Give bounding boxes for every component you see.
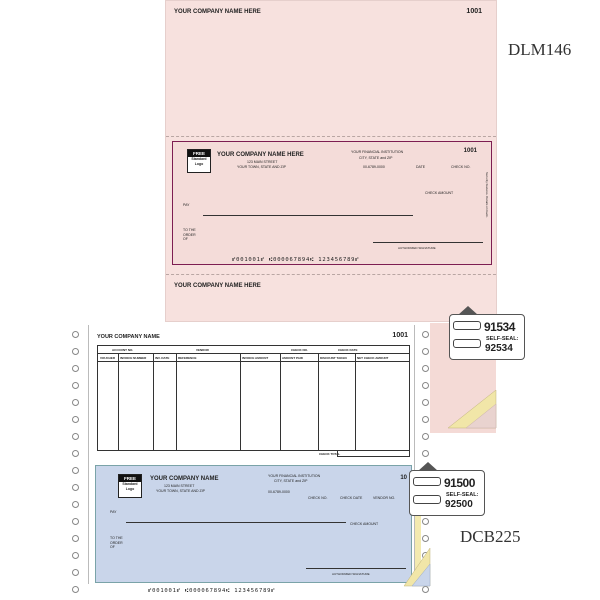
tractor-hole <box>72 433 79 440</box>
voucher-column-divider <box>280 353 281 450</box>
check-street: 123 MAIN STREET <box>164 484 195 488</box>
tractor-hole <box>72 382 79 389</box>
check-company-name: YOUR COMPANY NAME <box>150 476 219 482</box>
stub-company-name: YOUR COMPANY NAME <box>97 334 160 340</box>
micr-line: ⑈001001⑈ ⑆000067894⑆ 123456789⑈ <box>232 257 360 263</box>
voucher-column-header: INV. DATE <box>155 356 170 360</box>
self-seal-number: 92534 <box>485 343 513 354</box>
check-amount-label: CHECK AMOUNT <box>350 522 379 526</box>
tractor-hole <box>422 399 429 406</box>
tractor-hole <box>72 586 79 593</box>
dcb225-check <box>95 465 412 583</box>
tractor-hole <box>72 552 79 559</box>
security-features-note: Security features. Details on back. <box>485 172 489 218</box>
voucher-column-header: INVOICE AMOUNT <box>242 356 269 360</box>
envelope-number: 91500 <box>444 476 475 490</box>
micr-line: ⑈001001⑈ ⑆000067894⑆ 123456789⑈ <box>148 588 276 594</box>
tractor-hole <box>72 348 79 355</box>
check-city: YOUR TOWN, STATE AND ZIP <box>237 165 286 169</box>
header-divider <box>98 361 409 362</box>
tractor-hole <box>72 467 79 474</box>
page-curl-icon <box>404 548 432 588</box>
check-no-label: CHECK NO. <box>451 165 471 169</box>
logo-placeholder <box>187 149 211 173</box>
voucher-column-header: NET CHECK AMOUNT <box>357 356 389 360</box>
date-label: DATE <box>416 165 426 169</box>
check-street: 123 MAIN STREET <box>247 160 278 164</box>
tractor-hole <box>72 535 79 542</box>
voucher-column-header: VOUCHER <box>100 356 116 360</box>
logo-logo-text: Logo <box>125 487 135 491</box>
check-total-label: CHECK TOTAL <box>319 452 341 456</box>
envelope-window-icon <box>413 495 441 504</box>
tractor-hole <box>422 535 429 542</box>
check-total-field <box>337 450 410 457</box>
check-number: 1001 <box>463 148 477 154</box>
header-divider <box>98 353 409 354</box>
vendor-header: VENDOR <box>196 348 209 352</box>
pay-label: PAY <box>183 203 190 207</box>
bank-city: CITY, STATE and ZIP <box>359 156 393 160</box>
tractor-hole <box>72 484 79 491</box>
voucher-column-header: REFERENCE <box>178 356 197 360</box>
dlm146-product-label: DLM146 <box>508 40 572 59</box>
logo-free-text: FREE <box>188 150 210 157</box>
top-stub-company: YOUR COMPANY NAME HERE <box>174 9 261 15</box>
perforation-line <box>166 274 496 275</box>
order-label: TO THE ORDER OF <box>110 536 123 549</box>
left-tractor-strip <box>66 325 88 600</box>
tractor-hole <box>72 365 79 372</box>
tractor-hole <box>422 416 429 423</box>
pay-line <box>203 215 413 216</box>
order-label: TO THE ORDER OF <box>183 228 196 241</box>
check-no-header: CHECK NO. <box>291 348 308 352</box>
signature-label: AUTHORIZED SIGNATURE <box>332 572 370 576</box>
self-seal-label: SELF-SEAL: <box>446 492 479 498</box>
logo-standard-text: Standard <box>191 157 207 161</box>
signature-line <box>306 568 406 569</box>
voucher-column-divider <box>240 353 241 450</box>
tractor-hole <box>72 518 79 525</box>
dcb225-envelope-tag <box>409 470 485 516</box>
bank-name: YOUR FINANCIAL INSTITUTION <box>268 474 321 478</box>
voucher-column-divider <box>118 353 119 450</box>
voucher-column-divider <box>176 353 177 450</box>
tractor-hole <box>422 450 429 457</box>
voucher-table <box>97 345 410 451</box>
check-date-header: CHECK DATE <box>338 348 358 352</box>
routing-fraction: 00-6789-0000 <box>268 490 290 494</box>
dcb225-product-label: DCB225 <box>460 527 521 546</box>
vendor-no-label: VENDOR NO. <box>373 496 396 500</box>
routing-fraction: 00-6789-0000 <box>363 165 385 169</box>
envelope-window-icon <box>453 321 481 330</box>
dcb225-continuous-check-sheet <box>88 325 415 600</box>
pay-line <box>126 522 346 523</box>
tractor-hole <box>422 348 429 355</box>
voucher-column-header: INVOICE NUMBER <box>120 356 147 360</box>
logo-free-text: FREE <box>119 475 141 482</box>
tractor-hole <box>422 382 429 389</box>
dlm146-envelope-tag <box>449 314 525 360</box>
stub-number: 1001 <box>392 332 408 339</box>
tractor-hole <box>422 518 429 525</box>
logo-logo-text: Logo <box>194 162 204 166</box>
check-amount-label: CHECK AMOUNT <box>425 191 454 195</box>
top-stub-number: 1001 <box>466 8 482 15</box>
check-no-label: CHECK NO. <box>308 496 328 500</box>
logo-standard-text: Standard <box>122 482 138 486</box>
bottom-stub-company: YOUR COMPANY NAME HERE <box>174 283 261 289</box>
tractor-hole <box>422 365 429 372</box>
voucher-column-divider <box>355 353 356 450</box>
voucher-column-header: AMOUNT PAID <box>282 356 303 360</box>
pay-label: PAY <box>110 510 117 514</box>
logo-placeholder <box>118 474 142 498</box>
dlm146-check <box>172 141 492 265</box>
dlm146-laser-check-sheet <box>165 0 497 322</box>
voucher-column-divider <box>318 353 319 450</box>
bank-city: CITY, STATE and ZIP <box>274 479 308 483</box>
account-no-header: ACCOUNT NO. <box>112 348 134 352</box>
tractor-hole <box>72 399 79 406</box>
envelope-window-icon <box>453 339 481 348</box>
envelope-window-icon <box>413 477 441 486</box>
tractor-hole <box>422 331 429 338</box>
page-curl-icon <box>448 390 498 430</box>
signature-label: AUTHORIZED SIGNATURE <box>398 246 436 250</box>
check-date-label: CHECK DATE <box>340 496 363 500</box>
perforation-line <box>166 136 496 137</box>
self-seal-label: SELF-SEAL: <box>486 336 519 342</box>
signature-line <box>373 242 483 243</box>
check-number: 10 <box>400 475 407 481</box>
tractor-hole <box>72 450 79 457</box>
tractor-hole <box>72 569 79 576</box>
tractor-hole <box>72 501 79 508</box>
check-company-name: YOUR COMPANY NAME HERE <box>217 152 304 158</box>
tractor-hole <box>72 331 79 338</box>
envelope-number: 91534 <box>484 320 515 334</box>
bank-name: YOUR FINANCIAL INSTITUTION <box>351 150 404 154</box>
dcb225-micr-strip <box>88 584 415 600</box>
voucher-column-header: DISCOUNT TAKEN <box>320 356 347 360</box>
self-seal-number: 92500 <box>445 499 473 510</box>
check-city: YOUR TOWN, STATE AND ZIP <box>156 489 205 493</box>
tractor-hole <box>422 433 429 440</box>
tractor-hole <box>72 416 79 423</box>
voucher-column-divider <box>153 353 154 450</box>
